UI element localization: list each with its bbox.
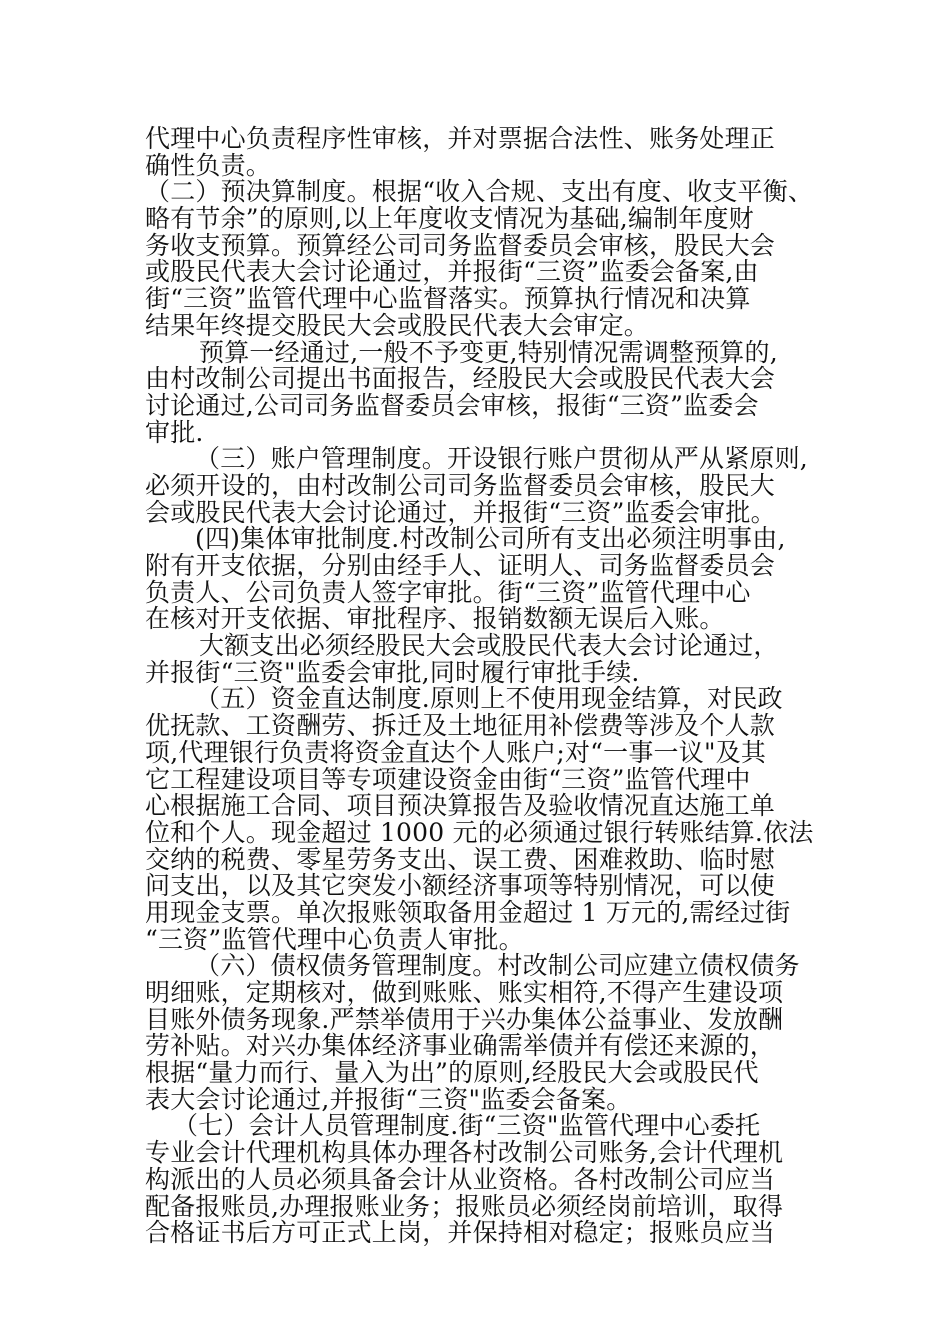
text-line: 略有节余”的原则,以上年度收支情况为基础,编制年度财 xyxy=(145,204,754,234)
text-line: 心根据施工合同、项目预决算报告及验收情况直达施工单 xyxy=(145,791,776,821)
text-line: 明细账，定期核对，做到账账、账实相符,不得产生建设项 xyxy=(145,978,784,1007)
text-line: （五）资金直达制度.原则上不使用现金结算，对民政 xyxy=(195,684,783,714)
text-line: 根据“量力而行、量入为出”的原则,经股民大会或股民代 xyxy=(145,1058,759,1088)
text-line: 专业会计代理机构具体办理各村改制公司账务,会计代理机 xyxy=(145,1138,784,1168)
text-line: “三资”监管代理中心负责人审批。 xyxy=(145,924,524,954)
text-line: 代理中心负责程序性审核，并对票据合法性、账务处理正 xyxy=(145,124,776,153)
text-line: 表大会讨论通过,并报街“三资"监委会备案。 xyxy=(145,1084,632,1114)
text-line: 用现金支票。单次报账领取备用金超过 1 万元的,需经过街 xyxy=(145,897,791,927)
text-line: 负责人、公司负责人签字审批。街“三资”监管代理中心 xyxy=(145,577,751,607)
text-line: （三）账户管理制度。开设银行账户贯彻从严从紧原则, xyxy=(195,444,808,474)
text-line: 劳补贴。对兴办集体经济事业确需举债并有偿还来源的， xyxy=(145,1031,776,1061)
text-line: 在核对开支依据、审批程序、报销数额无误后入账。 xyxy=(145,604,725,634)
text-line: (四)集体审批制度.村改制公司所有支出必须注明事由, xyxy=(195,524,786,554)
text-line: 预算一经通过,一般不予变更,特别情况需调整预算的, xyxy=(199,337,778,367)
text-line: 配备报账员,办理报账业务；报账员必须经岗前培训，取得 xyxy=(145,1191,784,1221)
text-line: 并报街“三资"监委会审批,同时履行审批手续. xyxy=(145,657,640,687)
text-line: 会或股民代表大会讨论通过，并报街“三资”监委会审批。 xyxy=(145,497,776,527)
text-line: 或股民代表大会讨论通过，并报街“三资”监委会备案,由 xyxy=(145,257,759,287)
text-line: 大额支出必须经股民大会或股民代表大会讨论通过， xyxy=(199,631,779,661)
text-line: 合格证书后方可正式上岗，并保持相对稳定；报账员应当 xyxy=(145,1218,776,1248)
text-line: 优抚款、工资酬劳、拆迁及土地征用补偿费等涉及个人款 xyxy=(145,711,776,741)
text-line: 附有开支依据，分别由经手人、证明人、司务监督委员会 xyxy=(145,551,776,580)
text-line: 确性负责。 xyxy=(145,150,272,180)
text-line: （二）预决算制度。根据“收入合规、支出有度、收支平衡、 xyxy=(145,177,814,207)
text-line: 街“三资”监管代理中心监督落实。预算执行情况和决算 xyxy=(145,284,751,314)
text-line: 构派出的人员必须具备会计从业资格。各村改制公司应当 xyxy=(145,1164,776,1194)
document-body xyxy=(145,126,815,1247)
text-line: 由村改制公司提出书面报告，经股民大会或股民代表大会 xyxy=(145,364,776,394)
text-line: 审批. xyxy=(145,417,204,447)
text-line: 项,代理银行负责将资金直达个人账户;对“一事一议"及其 xyxy=(145,737,767,767)
text-line: （七）会计人员管理制度.街“三资"监管代理中心委托 xyxy=(173,1111,761,1141)
text-line: 务收支预算。预算经公司司务监督委员会审核，股民大会 xyxy=(145,230,776,260)
text-line: 问支出，以及其它突发小额经济事项等特别情况，可以使 xyxy=(145,871,776,901)
text-line: 目账外债务现象.严禁举债用于兴办集体公益事业、发放酬 xyxy=(145,1004,784,1034)
text-line: 交纳的税费、零星劳务支出、误工费、困难救助、临时慰 xyxy=(145,844,776,874)
text-line: 讨论通过,公司司务监督委员会审核，报街“三资”监委会 xyxy=(145,390,759,420)
text-line: 必须开设的，由村改制公司司务监督委员会审核，股民大 xyxy=(145,470,776,500)
text-line: 它工程建设项目等专项建设资金由街“三资”监管代理中 xyxy=(145,764,751,794)
text-line: （六）债权债务管理制度。村改制公司应建立债权债务 xyxy=(195,951,800,981)
text-line: 位和个人。现金超过 1000 元的必须通过银行转账结算.依法 xyxy=(145,817,814,847)
text-line: 结果年终提交股民大会或股民代表大会审定。 xyxy=(145,310,650,340)
